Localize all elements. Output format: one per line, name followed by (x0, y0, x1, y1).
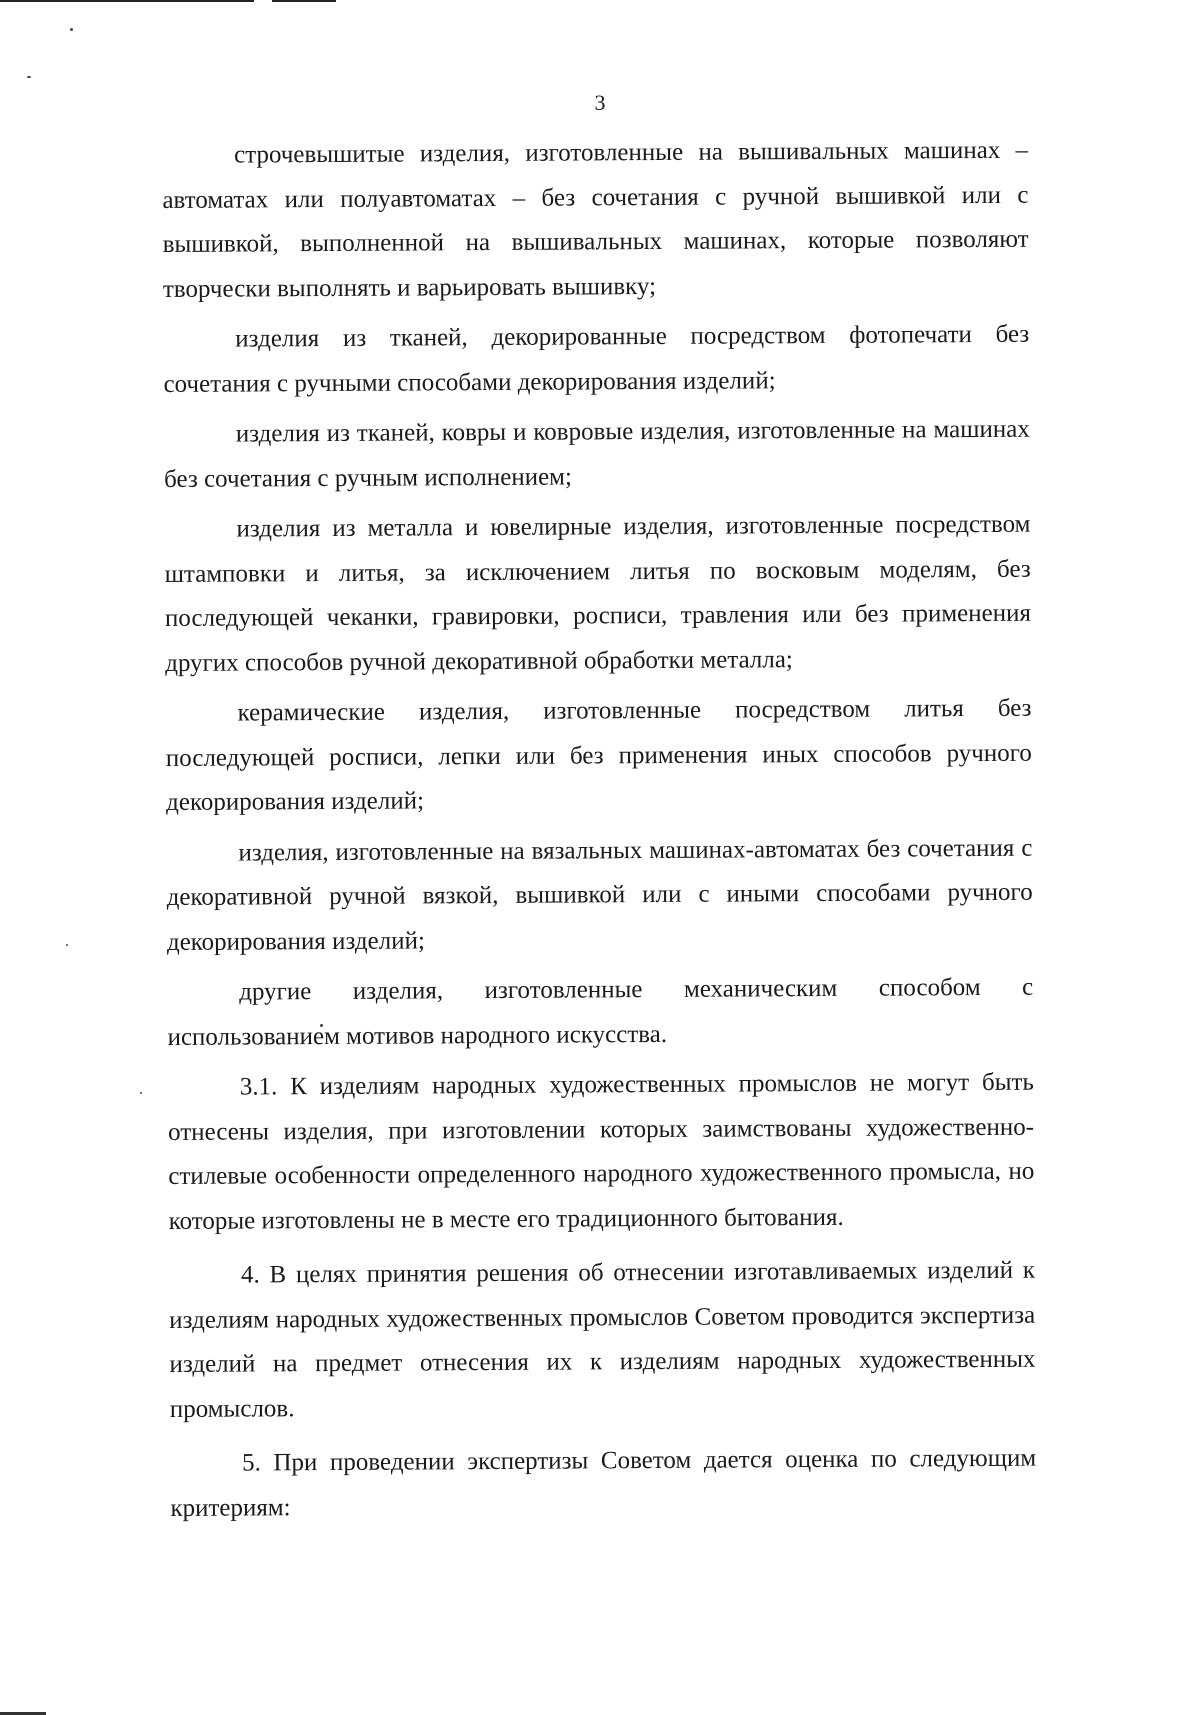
scan-speck (27, 76, 31, 78)
scan-speck (66, 944, 68, 946)
scan-speck (140, 1092, 142, 1094)
paragraph-clause-5: 5. При проведении экспертизы Советом дается оценка по следующим критериям: (170, 1444, 1037, 1522)
paragraph-metal-jewelry: изделия из металла и ювелирные изделия, изготовленные посредством штамповки и литья, за исключением литья по восковым моделям, без последующей чеканки, гравировки, росписи, травления или без применения других способов ручной декоративной обработки металла; (164, 510, 1032, 677)
paragraph-fabrics-carpets: изделия из тканей, ковры и ковровые изделия, изготовленные на машинах без сочетания с ручным исполнением; (164, 415, 1030, 493)
scan-speck (70, 28, 73, 31)
scan-edge-line (0, 0, 254, 2)
paragraph-clause-4: 4. В целях принятия решения об отнесении изготавливаемых изделий к изделиям народных художественных промыслов Советом проводится экспертиза изделий на предмет отнесения их к изделиям народных художественных промыслов. (169, 1256, 1036, 1423)
scan-edge-line (272, 0, 336, 2)
paragraph-embroidered-items: строчевышитые изделия, изготовленные на вышивальных машинах – автоматах или полуавтоматах – без сочетания с ручной вышивкой или с вышивкой, выполненной на вышивальных машинах, которые позволяют творчески выполнять и варьировать вышивку; (162, 136, 1029, 303)
paragraph-photoprint-fabrics: изделия из тканей, декорированные посредством фотопечати без сочетания с ручными способами декорирования изделий; (163, 320, 1030, 398)
document-body (162, 129, 1037, 1531)
paragraph-knitted-items: изделия, изготовленные на вязальных машинах-автоматах без сочетания с декоративной ручной вязкой, вышивкой или с иными способами ручного декорирования изделий; (166, 834, 1033, 956)
page-number: 3 (594, 90, 606, 115)
paragraph-ceramics: керамические изделия, изготовленные посредством литья без последующей росписи, лепки или без применения иных способов ручного декорирования изделий; (165, 694, 1032, 816)
paragraph-clause-3-1: 3.1. К изделиям народных художественных промыслов не могут быть отнесены изделия, при изготовлении которых заимствованы художественно-стилевые особенности определенного народного художественного промысла, но которые изготовлены не в месте его традиционного бытования. (168, 1068, 1035, 1235)
paragraph-other-items: другие изделия, изготовленные механическим способом с использованием мотивов народного искусства. (167, 973, 1034, 1051)
